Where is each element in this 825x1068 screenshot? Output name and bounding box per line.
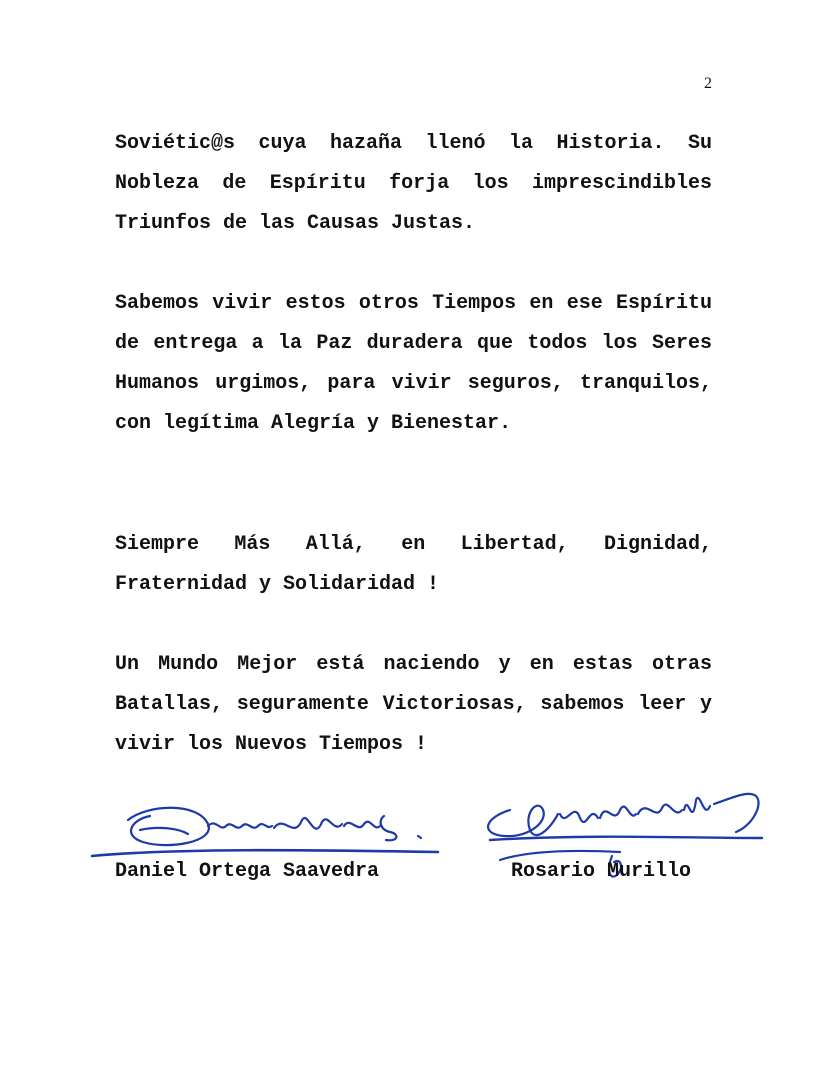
signer-name-daniel: Daniel Ortega Saavedra [115, 860, 380, 883]
paragraph-1: Soviétic@s cuya hazaña llenó la Historia. Su Nobleza de Espíritu forja los imprescindibles Triunfos de las Causas Justas. [115, 132, 712, 235]
page-number: 2 [704, 75, 712, 92]
signature-strokes [92, 808, 438, 856]
paragraph-2: Sabemos vivir estos otros Tiempos en ese Espíritu de entrega a la Paz duradera que todos los Seres Humanos urgimos, para vivir seguros, tranquilos, con legítima Alegría y Bienestar. [115, 292, 712, 435]
paragraph-3: Siempre Más Allá, en Libertad, Dignidad, Fraternidad y Solidaridad ! [115, 533, 712, 596]
paragraph-4: Un Mundo Mejor está naciendo y en estas otras Batallas, seguramente Victoriosas, sabemos leer y vivir los Nuevos Tiempos ! [115, 653, 712, 756]
signer-name-rosario: Rosario Murillo [511, 860, 692, 883]
